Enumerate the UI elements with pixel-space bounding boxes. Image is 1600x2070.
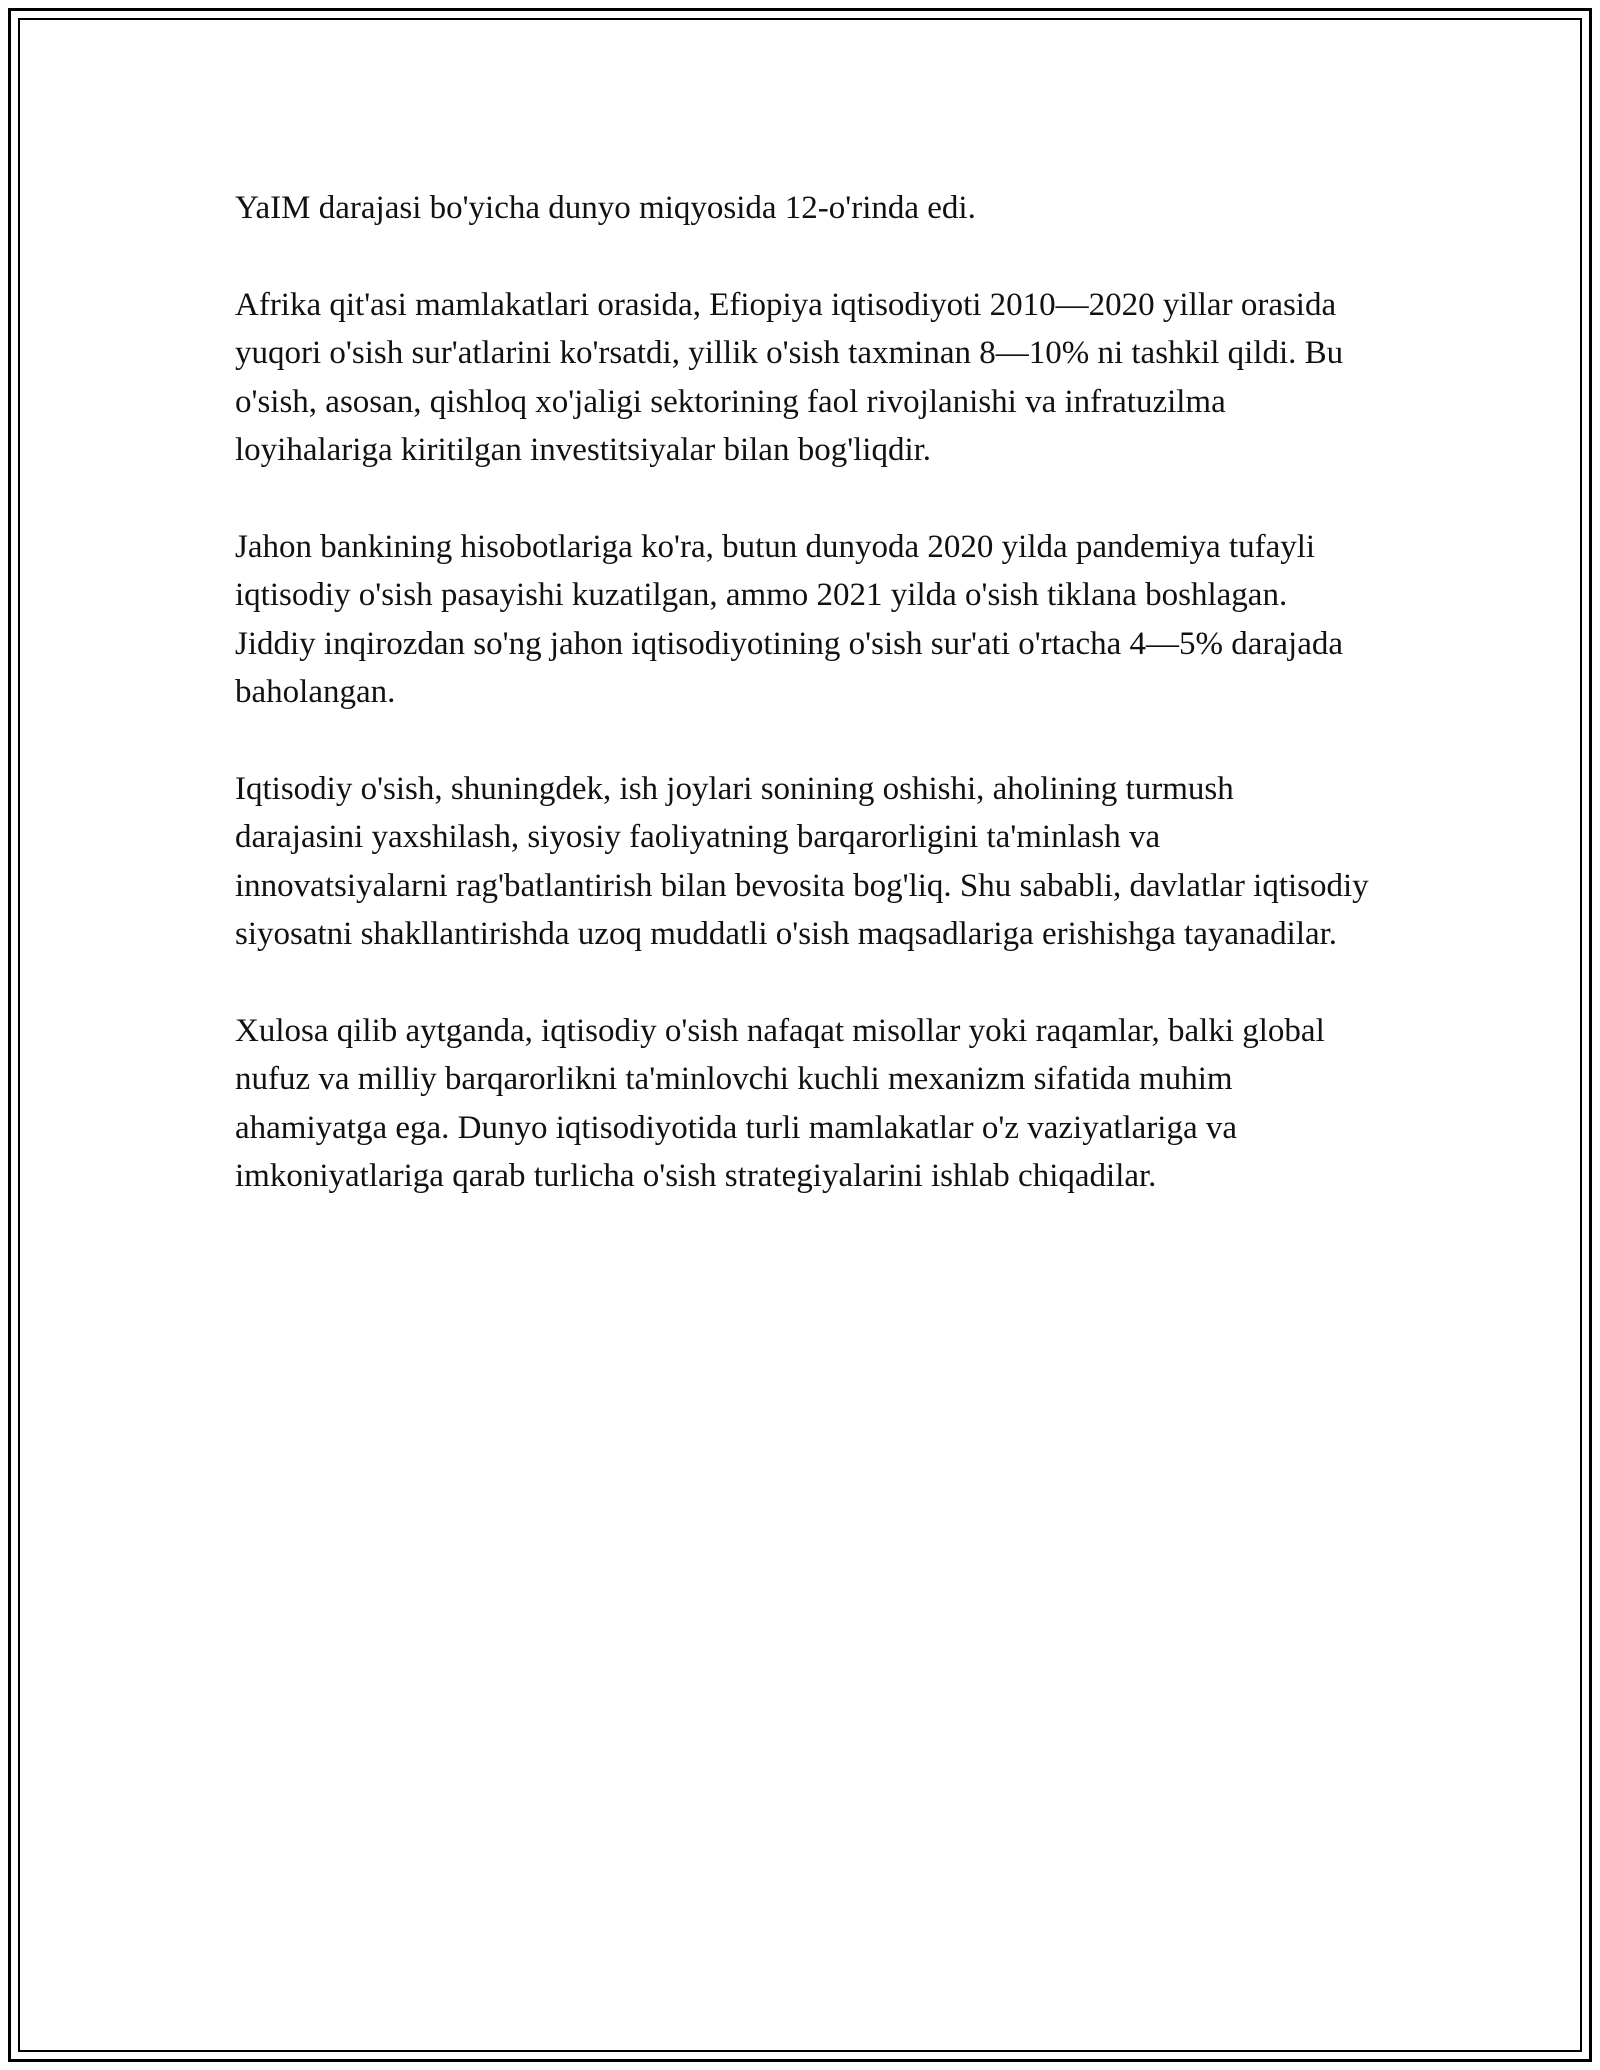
paragraph-world-bank: Jahon bankining hisobotlariga ko'ra, butun dunyoda 2020 yilda pandemiya tufayli iqtisodiy o'sish pasayishi kuzatilgan, ammo 2021 yilda o'sish tiklana boshlagan. Jiddiy inqirozdan so'ng jahon iqtisodiyotining o'sish sur'ati o'rtacha 4—5% darajada baholangan. [235, 528, 1344, 710]
paragraph-ethiopia: Afrika qit'asi mamlakatlari orasida, Efiopiya iqtisodiyoti 2010—2020 yillar orasida yuqori o'sish sur'atlarini ko'rsatdi, yillik o'sish taxminan 8—10% ni tashkil qildi. Bu o'sish, asosan, qishloq xo'jaligi sektorining faol rivojlanishi va infratuzilma loyihalariga kiritilgan investitsiyalar bilan bog'liqdir. [235, 286, 1344, 468]
paragraph-intro: YaIM darajasi bo'yicha dunyo miqyosida 12-o'rinda edi. [235, 190, 976, 226]
paragraph-growth-effects: Iqtisodiy o'sish, shuningdek, ish joylari sonining oshishi, aholining turmush darajasini yaxshilash, siyosiy faoliyatning barqarorligini ta'minlash va innovatsiyalarni rag'batlantirish bilan bevosita bog'liq. Shu sababli, davlatlar iqtisodiy siyosatni shakllantirishda uzoq muddatli o'sish maqsadlariga erishishga tayanadilar. [235, 770, 1369, 952]
document-body [235, 184, 1370, 1249]
paragraph-conclusion: Xulosa qilib aytganda, iqtisodiy o'sish nafaqat misollar yoki raqamlar, balki global nufuz va milliy barqarorlikni ta'minlovchi kuchli mexanizm sifatida muhim ahamiyatga ega. Dunyo iqtisodiyotida turli mamlakatlar o'z vaziyatlariga va imkoniyatlariga qarab turlicha o'sish strategiyalarini ishlab chiqadilar. [235, 1012, 1325, 1194]
